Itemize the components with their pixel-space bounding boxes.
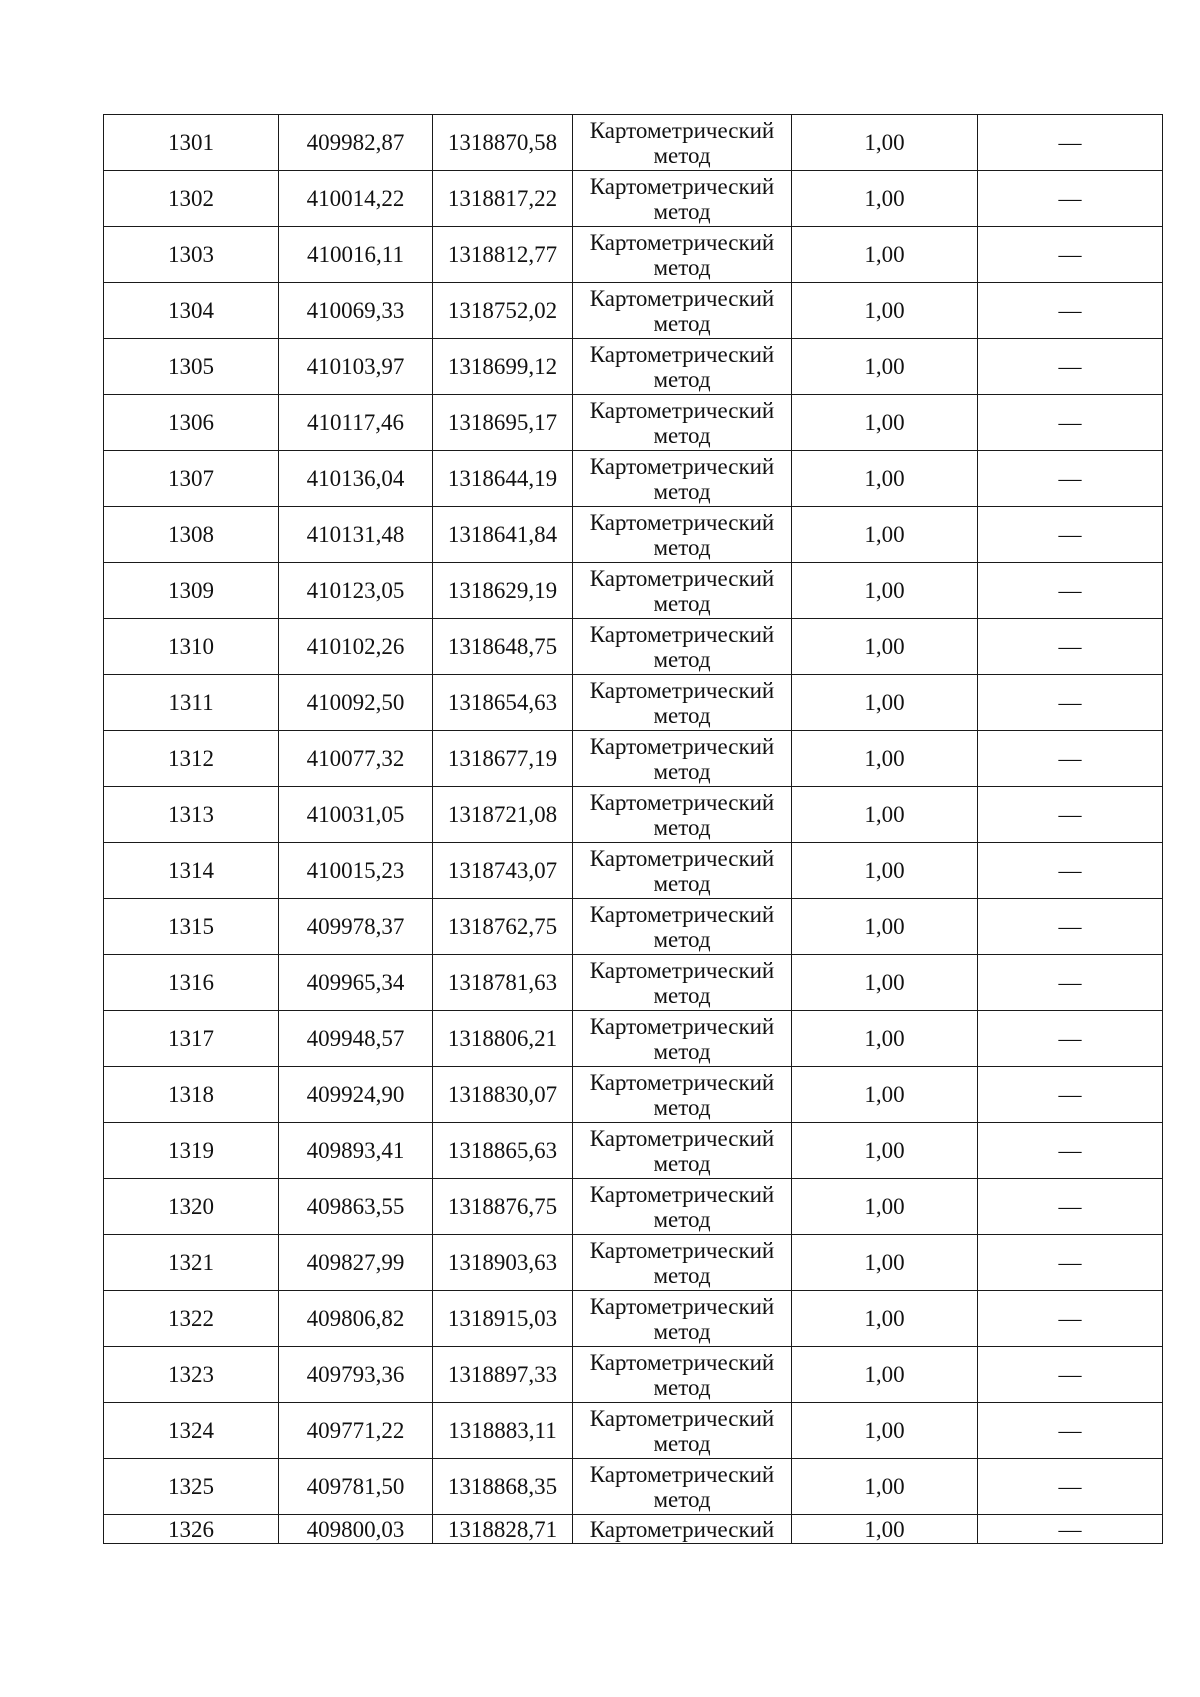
method-cell: [573, 619, 792, 675]
table-row: [104, 1067, 1163, 1123]
accuracy-cell: 1,00: [792, 1179, 978, 1235]
note-dash-cell: —: [978, 115, 1163, 171]
point-number-cell: 1313: [104, 787, 279, 843]
method-text-line1: Картометрический: [589, 1293, 775, 1319]
x-coordinate-cell: 409982,87: [279, 115, 433, 171]
coordinates-table-body: [104, 115, 1163, 1544]
point-number-cell: 1306: [104, 395, 279, 451]
method-text-line1: Картометрический: [589, 733, 775, 759]
method-text-line2: метод: [653, 310, 711, 336]
accuracy-cell: 1,00: [792, 115, 978, 171]
table-row: [104, 675, 1163, 731]
method-text-line2: метод: [653, 926, 711, 952]
method-text-line1: Картометрический: [589, 1516, 775, 1542]
accuracy-cell: 1,00: [792, 1291, 978, 1347]
method-text-line2: метод: [653, 366, 711, 392]
method-text-line1: Картометрический: [589, 229, 775, 255]
accuracy-cell: 1,00: [792, 227, 978, 283]
table-row: [104, 451, 1163, 507]
accuracy-cell: 1,00: [792, 1067, 978, 1123]
table-row: [104, 955, 1163, 1011]
method-text-line2: метод: [653, 1206, 711, 1232]
method-cell: [573, 395, 792, 451]
point-number-cell: 1301: [104, 115, 279, 171]
y-coordinate-cell: 1318699,12: [433, 339, 573, 395]
method-text-line2: метод: [653, 1318, 711, 1344]
table-row: [104, 171, 1163, 227]
method-text-line1: Картометрический: [589, 453, 775, 479]
method-text-line2: метод: [653, 982, 711, 1008]
note-dash-cell: —: [978, 1067, 1163, 1123]
point-number-cell: 1320: [104, 1179, 279, 1235]
point-number-cell: 1307: [104, 451, 279, 507]
method-cell: [573, 1235, 792, 1291]
method-cell: [573, 1011, 792, 1067]
method-cell: [573, 283, 792, 339]
method-text-line2: метод: [653, 702, 711, 728]
method-cell: [573, 339, 792, 395]
method-text-line2: метод: [653, 534, 711, 560]
method-text-line2: метод: [653, 478, 711, 504]
method-text-line2: метод: [653, 1486, 711, 1512]
y-coordinate-cell: 1318812,77: [433, 227, 573, 283]
y-coordinate-cell: 1318629,19: [433, 563, 573, 619]
note-dash-cell: —: [978, 1403, 1163, 1459]
x-coordinate-cell: 410136,04: [279, 451, 433, 507]
x-coordinate-cell: 409771,22: [279, 1403, 433, 1459]
y-coordinate-cell: 1318781,63: [433, 955, 573, 1011]
note-dash-cell: —: [978, 451, 1163, 507]
accuracy-cell: 1,00: [792, 899, 978, 955]
y-coordinate-cell: 1318644,19: [433, 451, 573, 507]
method-text-line2: метод: [653, 590, 711, 616]
table-row: [104, 899, 1163, 955]
accuracy-cell: 1,00: [792, 955, 978, 1011]
method-text-line2: метод: [653, 1262, 711, 1288]
x-coordinate-cell: 409800,03: [279, 1515, 433, 1544]
method-text-line1: Картометрический: [589, 901, 775, 927]
note-dash-cell: —: [978, 787, 1163, 843]
method-text-line1: Картометрический: [589, 789, 775, 815]
x-coordinate-cell: 409965,34: [279, 955, 433, 1011]
method-cell: [573, 1403, 792, 1459]
x-coordinate-cell: 410031,05: [279, 787, 433, 843]
table-row: [104, 1123, 1163, 1179]
table-row: [104, 787, 1163, 843]
method-text-line1: Картометрический: [589, 957, 775, 983]
method-text-line2: метод: [653, 1094, 711, 1120]
point-number-cell: 1304: [104, 283, 279, 339]
point-number-cell: 1305: [104, 339, 279, 395]
note-dash-cell: —: [978, 507, 1163, 563]
point-number-cell: 1309: [104, 563, 279, 619]
method-cell: [573, 1179, 792, 1235]
table-row: [104, 283, 1163, 339]
point-number-cell: 1323: [104, 1347, 279, 1403]
accuracy-cell: 1,00: [792, 563, 978, 619]
table-row: [104, 1011, 1163, 1067]
point-number-cell: 1310: [104, 619, 279, 675]
x-coordinate-cell: 410015,23: [279, 843, 433, 899]
method-cell: [573, 1067, 792, 1123]
method-text-line1: Картометрический: [589, 565, 775, 591]
table-row: [104, 227, 1163, 283]
x-coordinate-cell: 409793,36: [279, 1347, 433, 1403]
x-coordinate-cell: 410117,46: [279, 395, 433, 451]
y-coordinate-cell: 1318903,63: [433, 1235, 573, 1291]
method-cell: [573, 787, 792, 843]
note-dash-cell: —: [978, 563, 1163, 619]
note-dash-cell: —: [978, 339, 1163, 395]
point-number-cell: 1325: [104, 1459, 279, 1515]
accuracy-cell: 1,00: [792, 1123, 978, 1179]
accuracy-cell: 1,00: [792, 619, 978, 675]
note-dash-cell: —: [978, 619, 1163, 675]
point-number-cell: 1324: [104, 1403, 279, 1459]
accuracy-cell: 1,00: [792, 1403, 978, 1459]
accuracy-cell: 1,00: [792, 843, 978, 899]
note-dash-cell: —: [978, 1347, 1163, 1403]
x-coordinate-cell: 409827,99: [279, 1235, 433, 1291]
x-coordinate-cell: 410092,50: [279, 675, 433, 731]
y-coordinate-cell: 1318868,35: [433, 1459, 573, 1515]
table-row: [104, 1403, 1163, 1459]
method-text-line1: Картометрический: [589, 1349, 775, 1375]
table-row: [104, 115, 1163, 171]
x-coordinate-cell: 410102,26: [279, 619, 433, 675]
x-coordinate-cell: 409893,41: [279, 1123, 433, 1179]
y-coordinate-cell: 1318752,02: [433, 283, 573, 339]
x-coordinate-cell: 409781,50: [279, 1459, 433, 1515]
method-text-line1: Картометрический: [589, 173, 775, 199]
note-dash-cell: —: [978, 395, 1163, 451]
accuracy-cell: 1,00: [792, 507, 978, 563]
y-coordinate-cell: 1318648,75: [433, 619, 573, 675]
table-row: [104, 1459, 1163, 1515]
method-text-line1: Картометрический: [589, 117, 775, 143]
x-coordinate-cell: 410014,22: [279, 171, 433, 227]
note-dash-cell: —: [978, 1291, 1163, 1347]
x-coordinate-cell: 409948,57: [279, 1011, 433, 1067]
table-row: [104, 339, 1163, 395]
method-text-line2: метод: [653, 1038, 711, 1064]
note-dash-cell: —: [978, 1123, 1163, 1179]
x-coordinate-cell: 410077,32: [279, 731, 433, 787]
table-row: [104, 619, 1163, 675]
method-cell: [573, 227, 792, 283]
accuracy-cell: 1,00: [792, 1011, 978, 1067]
method-text-line1: Картометрический: [589, 1237, 775, 1263]
accuracy-cell: 1,00: [792, 395, 978, 451]
y-coordinate-cell: 1318830,07: [433, 1067, 573, 1123]
method-text-line2: метод: [653, 870, 711, 896]
y-coordinate-cell: 1318870,58: [433, 115, 573, 171]
accuracy-cell: 1,00: [792, 1235, 978, 1291]
y-coordinate-cell: 1318677,19: [433, 731, 573, 787]
method-cell: [573, 731, 792, 787]
method-text-line2: метод: [653, 1150, 711, 1176]
method-text-line1: Картометрический: [589, 1069, 775, 1095]
accuracy-cell: 1,00: [792, 1347, 978, 1403]
method-text-line1: Картометрический: [589, 1125, 775, 1151]
method-cell: [573, 1291, 792, 1347]
table-row: [104, 395, 1163, 451]
point-number-cell: 1316: [104, 955, 279, 1011]
table-row: [104, 1515, 1163, 1544]
accuracy-cell: 1,00: [792, 1459, 978, 1515]
method-cell: [573, 563, 792, 619]
y-coordinate-cell: 1318817,22: [433, 171, 573, 227]
y-coordinate-cell: 1318915,03: [433, 1291, 573, 1347]
method-text-line1: Картометрический: [589, 845, 775, 871]
note-dash-cell: —: [978, 1011, 1163, 1067]
point-number-cell: 1319: [104, 1123, 279, 1179]
accuracy-cell: 1,00: [792, 731, 978, 787]
method-text-line2: метод: [653, 254, 711, 280]
y-coordinate-cell: 1318721,08: [433, 787, 573, 843]
accuracy-cell: 1,00: [792, 787, 978, 843]
accuracy-cell: 1,00: [792, 171, 978, 227]
method-text-line1: Картометрический: [589, 1181, 775, 1207]
y-coordinate-cell: 1318828,71: [433, 1515, 573, 1544]
note-dash-cell: —: [978, 1515, 1163, 1544]
point-number-cell: 1317: [104, 1011, 279, 1067]
x-coordinate-cell: 409863,55: [279, 1179, 433, 1235]
table-row: [104, 1291, 1163, 1347]
note-dash-cell: —: [978, 171, 1163, 227]
method-text-line2: метод: [653, 814, 711, 840]
method-text-line2: метод: [653, 198, 711, 224]
note-dash-cell: —: [978, 1235, 1163, 1291]
x-coordinate-cell: 410016,11: [279, 227, 433, 283]
x-coordinate-cell: 410103,97: [279, 339, 433, 395]
point-number-cell: 1326: [104, 1515, 279, 1544]
note-dash-cell: —: [978, 899, 1163, 955]
x-coordinate-cell: 410123,05: [279, 563, 433, 619]
accuracy-cell: 1,00: [792, 283, 978, 339]
method-text-line1: Картометрический: [589, 397, 775, 423]
note-dash-cell: —: [978, 843, 1163, 899]
method-text-line2: метод: [653, 1430, 711, 1456]
note-dash-cell: —: [978, 1459, 1163, 1515]
x-coordinate-cell: 409806,82: [279, 1291, 433, 1347]
x-coordinate-cell: 409924,90: [279, 1067, 433, 1123]
point-number-cell: 1302: [104, 171, 279, 227]
table-row: [104, 563, 1163, 619]
method-text-line1: Картометрический: [589, 677, 775, 703]
x-coordinate-cell: 410131,48: [279, 507, 433, 563]
table-row: [104, 507, 1163, 563]
y-coordinate-cell: 1318654,63: [433, 675, 573, 731]
method-text-line1: Картометрический: [589, 1013, 775, 1039]
y-coordinate-cell: 1318876,75: [433, 1179, 573, 1235]
y-coordinate-cell: 1318897,33: [433, 1347, 573, 1403]
method-cell: [573, 899, 792, 955]
method-text-line1: Картометрический: [589, 509, 775, 535]
point-number-cell: 1308: [104, 507, 279, 563]
note-dash-cell: —: [978, 1179, 1163, 1235]
point-number-cell: 1318: [104, 1067, 279, 1123]
method-text-line2: метод: [653, 758, 711, 784]
method-cell: [573, 1123, 792, 1179]
method-cell: [573, 1459, 792, 1515]
note-dash-cell: —: [978, 283, 1163, 339]
method-text-line1: Картометрический: [589, 341, 775, 367]
y-coordinate-cell: 1318762,75: [433, 899, 573, 955]
y-coordinate-cell: 1318641,84: [433, 507, 573, 563]
method-cell: [573, 1515, 792, 1544]
point-number-cell: 1314: [104, 843, 279, 899]
y-coordinate-cell: 1318695,17: [433, 395, 573, 451]
x-coordinate-cell: 410069,33: [279, 283, 433, 339]
table-row: [104, 843, 1163, 899]
table-row: [104, 1235, 1163, 1291]
method-cell: [573, 675, 792, 731]
point-number-cell: 1322: [104, 1291, 279, 1347]
method-text-line2: метод: [653, 422, 711, 448]
method-cell: [573, 955, 792, 1011]
y-coordinate-cell: 1318743,07: [433, 843, 573, 899]
accuracy-cell: 1,00: [792, 451, 978, 507]
note-dash-cell: —: [978, 731, 1163, 787]
method-cell: [573, 115, 792, 171]
y-coordinate-cell: 1318865,63: [433, 1123, 573, 1179]
method-cell: [573, 507, 792, 563]
method-text-line1: Картометрический: [589, 285, 775, 311]
point-number-cell: 1312: [104, 731, 279, 787]
table-row: [104, 1179, 1163, 1235]
method-cell: [573, 1347, 792, 1403]
method-text-line1: Картометрический: [589, 621, 775, 647]
method-text-line2: метод: [653, 1374, 711, 1400]
point-number-cell: 1321: [104, 1235, 279, 1291]
note-dash-cell: —: [978, 227, 1163, 283]
method-text-line2: метод: [653, 142, 711, 168]
point-number-cell: 1303: [104, 227, 279, 283]
x-coordinate-cell: 409978,37: [279, 899, 433, 955]
accuracy-cell: 1,00: [792, 339, 978, 395]
table-row: [104, 731, 1163, 787]
accuracy-cell: 1,00: [792, 675, 978, 731]
coordinates-table: [103, 114, 1163, 1544]
method-text-line1: Картометрический: [589, 1461, 775, 1487]
point-number-cell: 1311: [104, 675, 279, 731]
table-row: [104, 1347, 1163, 1403]
note-dash-cell: —: [978, 955, 1163, 1011]
y-coordinate-cell: 1318883,11: [433, 1403, 573, 1459]
method-cell: [573, 451, 792, 507]
method-cell: [573, 171, 792, 227]
y-coordinate-cell: 1318806,21: [433, 1011, 573, 1067]
method-text-line2: метод: [653, 646, 711, 672]
note-dash-cell: —: [978, 675, 1163, 731]
accuracy-cell: 1,00: [792, 1515, 978, 1544]
method-text-line1: Картометрический: [589, 1405, 775, 1431]
method-cell: [573, 843, 792, 899]
point-number-cell: 1315: [104, 899, 279, 955]
